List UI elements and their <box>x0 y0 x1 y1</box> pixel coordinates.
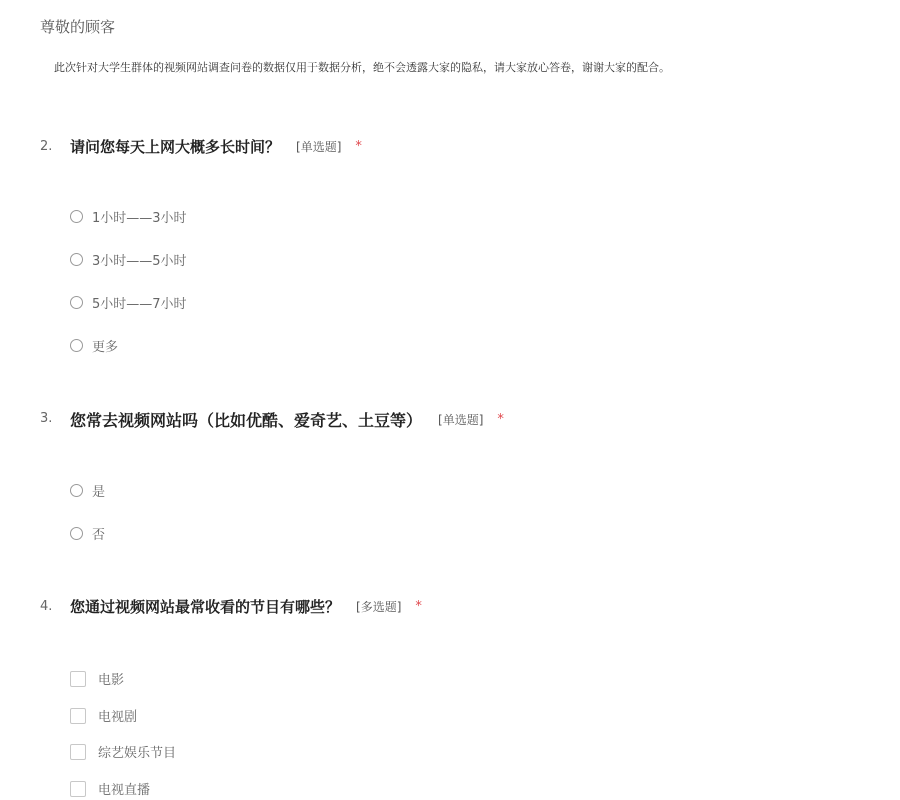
option-label[interactable]: 3小时——5小时 <box>92 254 187 269</box>
option-label[interactable]: 综艺娱乐节目 <box>98 746 177 761</box>
option-item[interactable] <box>70 481 105 500</box>
required-mark: * <box>497 412 504 427</box>
option-label[interactable]: 是 <box>92 485 106 500</box>
question-title-text: 您常去视频网站吗（比如优酷、爱奇艺、土豆等） <box>70 411 423 430</box>
question-type-label: [多选题] <box>356 600 402 614</box>
checkbox-icon[interactable] <box>70 744 86 760</box>
required-mark: * <box>415 599 422 614</box>
radio-button-icon[interactable] <box>70 253 83 266</box>
radio-button-icon[interactable] <box>70 210 83 223</box>
question-3 <box>40 408 860 543</box>
radio-button-icon[interactable] <box>70 484 83 497</box>
radio-button-icon[interactable] <box>70 527 83 540</box>
option-item[interactable] <box>70 524 105 543</box>
question-title <box>70 136 362 157</box>
checkbox-icon[interactable] <box>70 781 86 797</box>
radio-button-icon[interactable] <box>70 296 83 309</box>
checkbox-icon[interactable] <box>70 708 86 724</box>
option-item[interactable] <box>70 669 124 688</box>
question-header <box>40 136 860 160</box>
option-item[interactable] <box>70 336 118 355</box>
question-title-text: 请问您每天上网大概多长时间？ <box>70 138 281 156</box>
survey-intro: 此次针对大学生群体的视频网站调查问卷的数据仅用于数据分析，绝不会透露大家的隐私，请大家放心答卷，谢谢大家的配合。 <box>54 61 670 74</box>
option-item[interactable] <box>70 293 187 312</box>
survey-greeting: 尊敬的顾客 <box>40 18 116 36</box>
option-item[interactable] <box>70 250 187 269</box>
question-number: 3. <box>40 411 53 426</box>
question-number: 2. <box>40 139 53 154</box>
question-title-text: 您通过视频网站最常收看的节目有哪些？ <box>70 598 341 616</box>
question-header <box>40 596 860 620</box>
question-header <box>40 408 860 432</box>
option-label[interactable]: 1小时——3小时 <box>92 211 187 226</box>
option-label[interactable]: 电影 <box>98 673 125 688</box>
option-item[interactable] <box>70 207 187 226</box>
question-type-label: [单选题] <box>438 413 484 427</box>
option-label[interactable]: 否 <box>92 528 106 543</box>
option-item[interactable] <box>70 742 176 761</box>
radio-button-icon[interactable] <box>70 339 83 352</box>
option-label[interactable]: 电视剧 <box>98 710 138 725</box>
option-item[interactable] <box>70 706 137 725</box>
question-number: 4. <box>40 599 53 614</box>
option-label[interactable]: 5小时——7小时 <box>92 297 187 312</box>
question-4 <box>40 596 860 798</box>
option-label[interactable]: 更多 <box>92 340 119 355</box>
checkbox-icon[interactable] <box>70 671 86 687</box>
question-2 <box>40 136 860 355</box>
question-title <box>70 596 422 617</box>
option-item[interactable] <box>70 779 150 798</box>
option-label[interactable]: 电视直播 <box>98 783 151 798</box>
question-type-label: [单选题] <box>296 140 342 154</box>
question-title <box>70 408 504 431</box>
required-mark: * <box>355 139 362 154</box>
